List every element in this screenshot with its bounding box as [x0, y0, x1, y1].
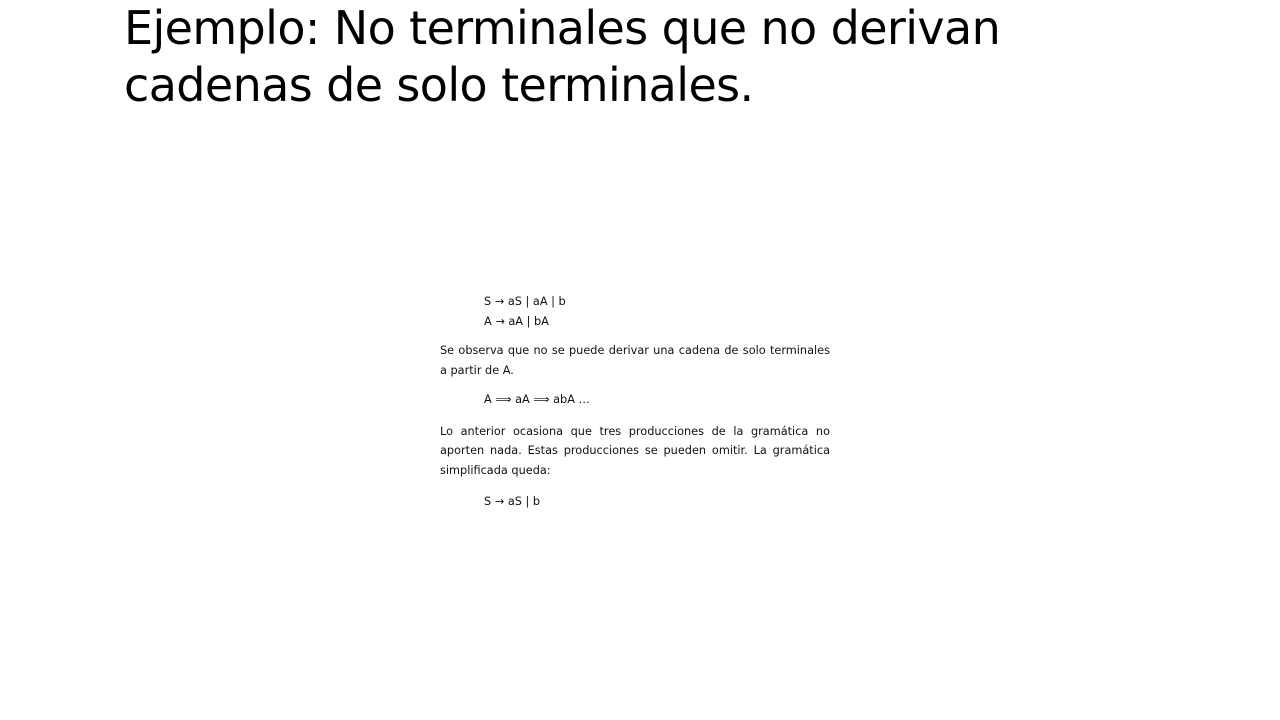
- slide-title: Ejemplo: No terminales que no derivan cadenas de solo terminales.: [124, 1, 1001, 112]
- explanation-paragraph: Lo anterior ocasiona que tres producciones de la gramática no aporten nada. Estas producciones se pueden omitir. La gramática simplificada queda:: [440, 424, 830, 477]
- document-excerpt-image: [440, 292, 830, 512]
- simplified-production-rule: S → aS | b: [484, 495, 541, 508]
- production-rule-a: A → aA | bA: [484, 314, 549, 328]
- production-rule-s: S → aS | aA | b: [484, 295, 566, 308]
- derivation-example: A ⟹ aA ⟹ abA …: [484, 393, 590, 406]
- observation-paragraph: Se observa que no se puede derivar una cadena de solo terminales a partir de A.: [440, 344, 830, 377]
